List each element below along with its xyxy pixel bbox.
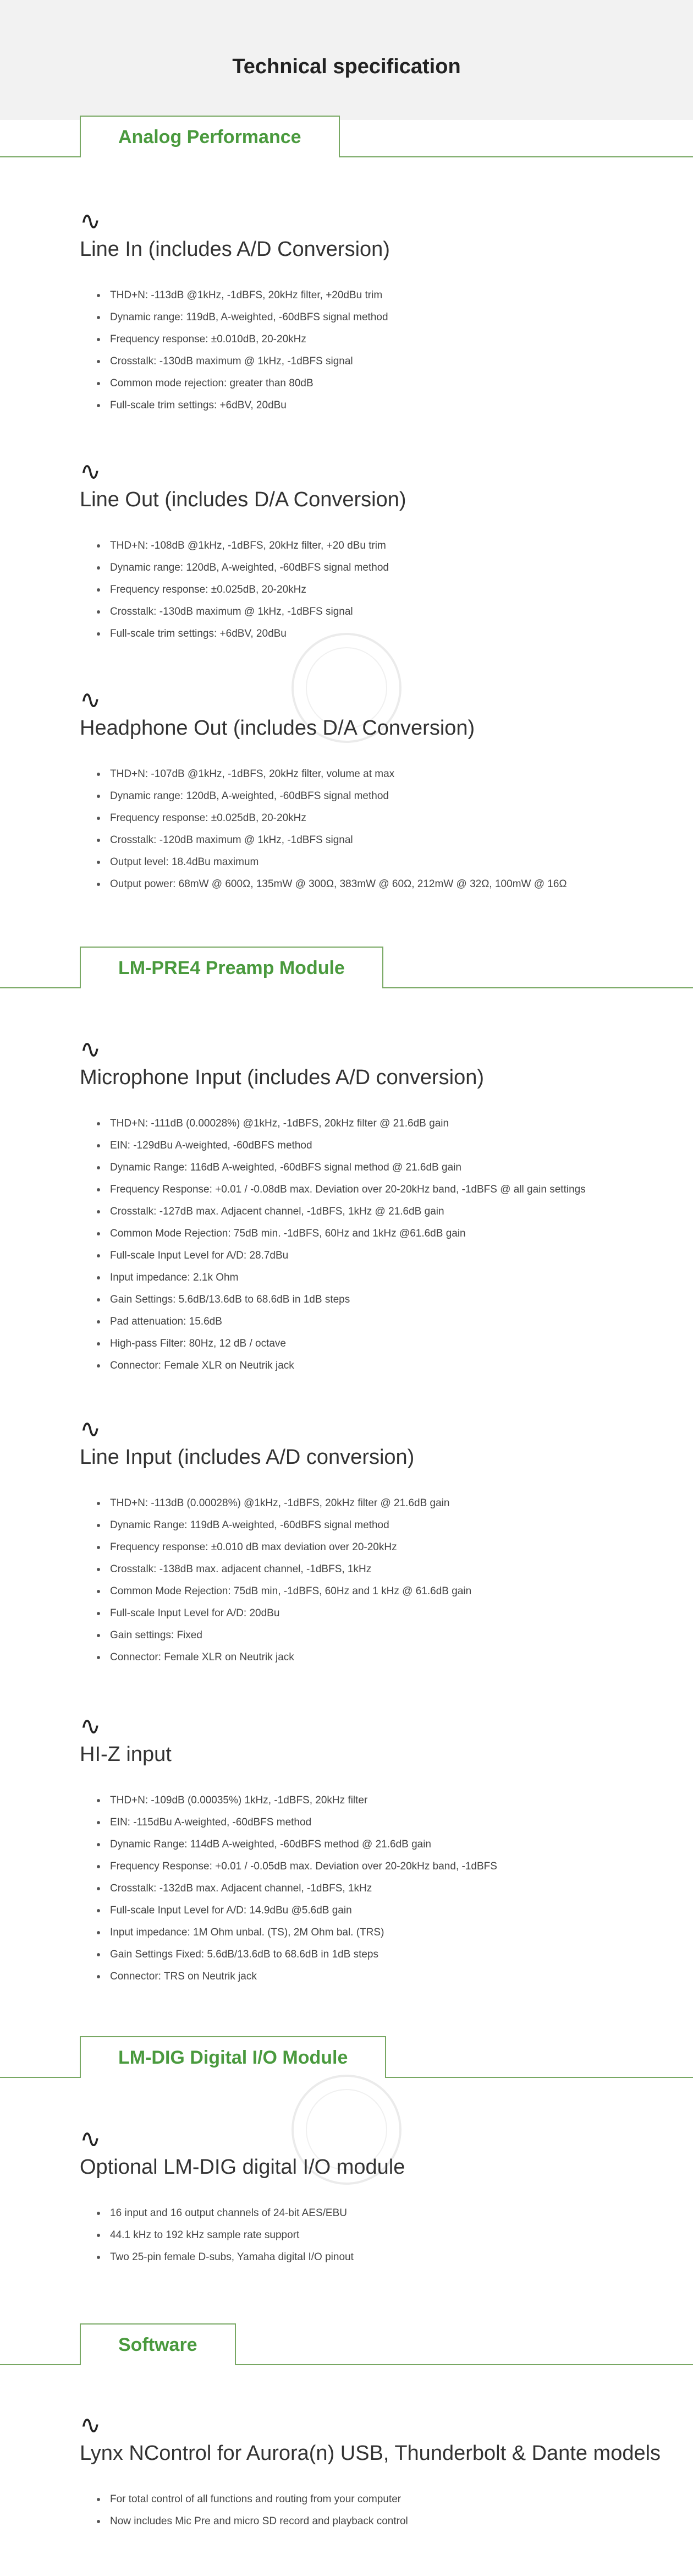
spec-item: Now includes Mic Pre and micro SD record and playback control [80, 2511, 679, 2533]
spec-item: Crosstalk: -130dB maximum @ 1kHz, -1dBFS signal [80, 601, 679, 623]
subsection-heading: Lynx NControl for Aurora(n) USB, Thunderbolt & Dante models [80, 2442, 661, 2465]
subsection-headphone-out [80, 685, 679, 895]
section-header-analog-performance [0, 116, 693, 157]
wave-icon: ∿ [80, 206, 101, 236]
spec-item: Dynamic Range: 114dB A-weighted, -60dBFS method @ 21.6dB gain [80, 1834, 679, 1856]
spec-list [80, 1113, 679, 1377]
spec-list [80, 535, 679, 645]
spec-item: 44.1 kHz to 192 kHz sample rate support [80, 2224, 679, 2246]
spec-item: Full-scale Input Level for A/D: 14.9dBu @5.6dB gain [80, 1900, 679, 1922]
spec-item: Full-scale Input Level for A/D: 28.7dBu [80, 1245, 679, 1267]
spec-item: Output level: 18.4dBu maximum [80, 851, 679, 873]
subsection-heading: Line Input (includes A/D conversion) [80, 1446, 415, 1469]
spec-list [80, 2489, 679, 2533]
spec-item: Dynamic Range: 119dB A-weighted, -60dBFS signal method [80, 1514, 679, 1536]
subsection-software [80, 2410, 679, 2533]
spec-item: Gain Settings Fixed: 5.6dB/13.6dB to 68.6dB in 1dB steps [80, 1944, 679, 1966]
spec-item: For total control of all functions and routing from your computer [80, 2489, 679, 2511]
section-header-software [0, 2323, 693, 2365]
spec-item: Dynamic range: 120dB, A-weighted, -60dBFS signal method [80, 557, 679, 579]
subsection-hi-z-input [80, 1711, 679, 1988]
subsection-line-out [80, 456, 679, 645]
spec-item: THD+N: -113dB (0.00028%) @1kHz, -1dBFS, 20kHz filter @ 21.6dB gain [80, 1492, 679, 1514]
spec-item: Common Mode Rejection: 75dB min. -1dBFS, 60Hz and 1kHz @61.6dB gain [80, 1223, 679, 1245]
subsection-heading: Headphone Out (includes D/A Conversion) [80, 717, 475, 740]
spec-item: Full-scale Input Level for A/D: 20dBu [80, 1603, 679, 1625]
subsection-heading: Microphone Input (includes A/D conversion) [80, 1066, 485, 1089]
subsection-microphone-input [80, 1034, 679, 1377]
spec-item: Frequency response: ±0.025dB, 20-20kHz [80, 579, 679, 601]
spec-item: Two 25-pin female D-subs, Yamaha digital I/O pinout [80, 2246, 679, 2268]
wave-icon: ∿ [80, 2410, 101, 2440]
spec-item: Common mode rejection: greater than 80dB [80, 373, 679, 395]
subsection-heading: HI-Z input [80, 1743, 172, 1766]
spec-list [80, 1790, 679, 1988]
spec-item: Pad attenuation: 15.6dB [80, 1311, 679, 1333]
wave-icon: ∿ [80, 685, 101, 714]
spec-item: Output power: 68mW @ 600Ω, 135mW @ 300Ω, 383mW @ 60Ω, 212mW @ 32Ω, 100mW @ 16Ω [80, 873, 679, 895]
spec-item: Crosstalk: -132dB max. Adjacent channel, -1dBFS, 1kHz [80, 1878, 679, 1900]
spec-item: THD+N: -107dB @1kHz, -1dBFS, 20kHz filter, volume at max [80, 763, 679, 785]
spec-item: Connector: Female XLR on Neutrik jack [80, 1355, 679, 1377]
spec-item: EIN: -129dBu A-weighted, -60dBFS method [80, 1135, 679, 1157]
subsection-line-input [80, 1414, 679, 1669]
subsection-heading: Line Out (includes D/A Conversion) [80, 488, 406, 511]
spec-item: Frequency response: ±0.010dB, 20-20kHz [80, 329, 679, 351]
spec-item: Frequency Response: +0.01 / -0.05dB max. Deviation over 20-20kHz band, -1dBFS [80, 1856, 679, 1878]
spec-item: Crosstalk: -120dB maximum @ 1kHz, -1dBFS signal [80, 829, 679, 851]
spec-list [80, 285, 679, 417]
wave-icon: ∿ [80, 456, 101, 486]
page-title: Technical specification [232, 55, 461, 78]
section-tab: LM-DIG Digital I/O Module [80, 2036, 386, 2078]
spec-list [80, 763, 679, 895]
wave-icon: ∿ [80, 1414, 101, 1443]
spec-list [80, 2202, 679, 2268]
subsection-heading: Optional LM-DIG digital I/O module [80, 2156, 405, 2179]
spec-item: High-pass Filter: 80Hz, 12 dB / octave [80, 1333, 679, 1355]
spec-item: Crosstalk: -127dB max. Adjacent channel, -1dBFS, 1kHz @ 21.6dB gain [80, 1201, 679, 1223]
spec-item: Frequency response: ±0.010 dB max deviation over 20-20kHz [80, 1536, 679, 1558]
spec-item: THD+N: -108dB @1kHz, -1dBFS, 20kHz filter, +20 dBu trim [80, 535, 679, 557]
spec-item: Common Mode Rejection: 75dB min, -1dBFS, 60Hz and 1 kHz @ 61.6dB gain [80, 1580, 679, 1603]
section-header-lm-dig [0, 2036, 693, 2078]
spec-item: THD+N: -113dB @1kHz, -1dBFS, 20kHz filter, +20dBu trim [80, 285, 679, 307]
spec-item: Frequency response: ±0.025dB, 20-20kHz [80, 807, 679, 829]
spec-item: THD+N: -111dB (0.00028%) @1kHz, -1dBFS, 20kHz filter @ 21.6dB gain [80, 1113, 679, 1135]
spec-item: Dynamic range: 119dB, A-weighted, -60dBFS signal method [80, 307, 679, 329]
section-header-lm-pre4 [0, 947, 693, 988]
section-tab: Analog Performance [80, 116, 340, 157]
spec-item: Frequency Response: +0.01 / -0.08dB max. Deviation over 20-20kHz band, -1dBFS @ all gain settings [80, 1179, 679, 1201]
spec-item: Full-scale trim settings: +6dBV, 20dBu [80, 623, 679, 645]
spec-item: Gain Settings: 5.6dB/13.6dB to 68.6dB in 1dB steps [80, 1289, 679, 1311]
spec-item: Dynamic Range: 116dB A-weighted, -60dBFS signal method @ 21.6dB gain [80, 1157, 679, 1179]
spec-item: Dynamic range: 120dB, A-weighted, -60dBFS signal method [80, 785, 679, 807]
spec-item: THD+N: -109dB (0.00035%) 1kHz, -1dBFS, 20kHz filter [80, 1790, 679, 1812]
wave-icon: ∿ [80, 1034, 101, 1064]
wave-icon: ∿ [80, 2124, 101, 2153]
subsection-heading: Line In (includes A/D Conversion) [80, 238, 390, 261]
spec-item: Full-scale trim settings: +6dBV, 20dBu [80, 395, 679, 417]
subsection-line-in [80, 206, 679, 417]
spec-item: Input impedance: 1M Ohm unbal. (TS), 2M Ohm bal. (TRS) [80, 1922, 679, 1944]
wave-icon: ∿ [80, 1711, 101, 1741]
spec-item: Gain settings: Fixed [80, 1625, 679, 1647]
spec-item: Crosstalk: -130dB maximum @ 1kHz, -1dBFS signal [80, 351, 679, 373]
spec-item: Input impedance: 2.1k Ohm [80, 1267, 679, 1289]
spec-item: Connector: TRS on Neutrik jack [80, 1966, 679, 1988]
subsection-lm-dig [80, 2124, 679, 2268]
section-tab: LM-PRE4 Preamp Module [80, 947, 383, 988]
spec-item: Crosstalk: -138dB max. adjacent channel, -1dBFS, 1kHz [80, 1558, 679, 1580]
section-tab: Software [80, 2323, 236, 2365]
spec-list [80, 1492, 679, 1669]
spec-item: EIN: -115dBu A-weighted, -60dBFS method [80, 1812, 679, 1834]
spec-item: Connector: Female XLR on Neutrik jack [80, 1647, 679, 1669]
spec-item: 16 input and 16 output channels of 24-bit AES/EBU [80, 2202, 679, 2224]
